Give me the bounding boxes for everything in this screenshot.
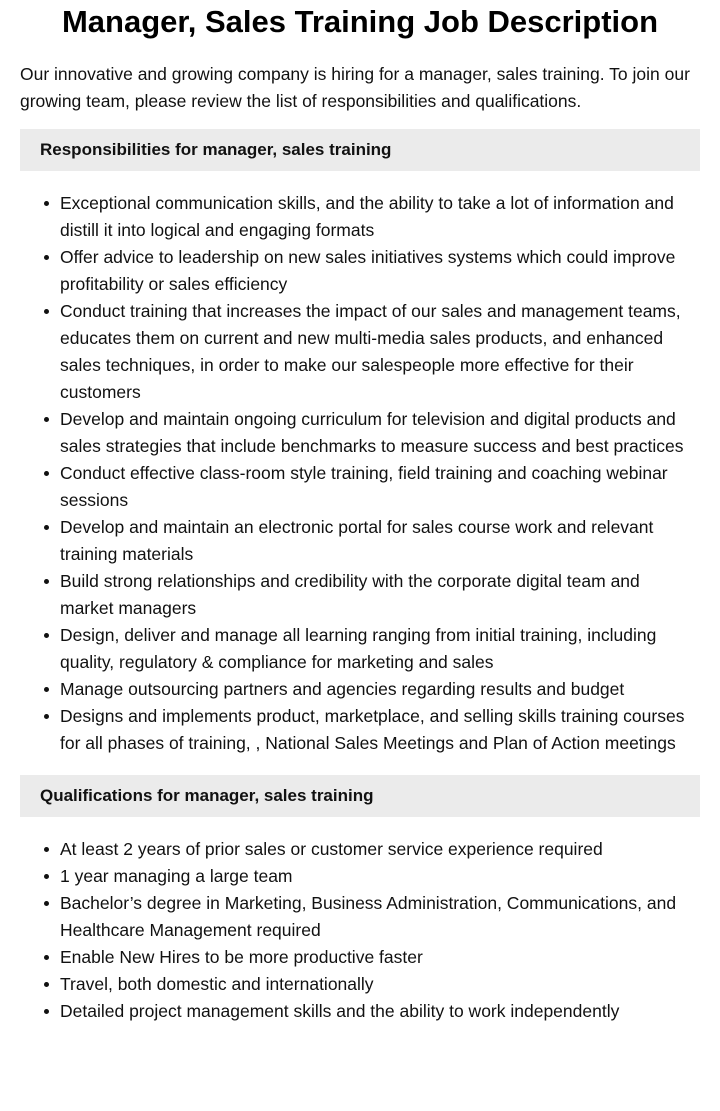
list-item: Bachelor’s degree in Marketing, Business Administration, Communications, and Healthcare Management required bbox=[60, 890, 700, 944]
list-item: Manage outsourcing partners and agencies regarding results and budget bbox=[60, 676, 700, 703]
list-item: Exceptional communication skills, and the ability to take a lot of information and distill it into logical and engaging formats bbox=[60, 190, 700, 244]
list-item: Design, deliver and manage all learning ranging from initial training, including quality, regulatory & compliance for marketing and sales bbox=[60, 622, 700, 676]
intro-paragraph: Our innovative and growing company is hiring for a manager, sales training. To join our growing team, please review the list of responsibilities and qualifications. bbox=[20, 64, 690, 111]
page-title: Manager, Sales Training Job Description bbox=[61, 4, 659, 39]
list-item: Develop and maintain ongoing curriculum for television and digital products and sales strategies that include benchmarks to measure success and best practices bbox=[60, 406, 700, 460]
list-item: Travel, both domestic and internationally bbox=[60, 971, 700, 998]
list-item: Build strong relationships and credibility with the corporate digital team and market managers bbox=[60, 568, 700, 622]
responsibilities-heading: Responsibilities for manager, sales training bbox=[20, 129, 700, 171]
list-item: At least 2 years of prior sales or customer service experience required bbox=[60, 836, 700, 863]
list-item: 1 year managing a large team bbox=[60, 863, 700, 890]
list-item: Conduct effective class-room style training, field training and coaching webinar sessions bbox=[60, 460, 700, 514]
list-item: Offer advice to leadership on new sales initiatives systems which could improve profitability or sales efficiency bbox=[60, 244, 700, 298]
list-item: Develop and maintain an electronic portal for sales course work and relevant training materials bbox=[60, 514, 700, 568]
qualifications-heading: Qualifications for manager, sales training bbox=[20, 775, 700, 817]
responsibilities-list bbox=[20, 190, 700, 757]
qualifications-list bbox=[20, 836, 700, 1025]
list-item: Conduct training that increases the impact of our sales and management teams, educates them on current and new multi-media sales products, and enhanced sales techniques, in order to make our salespeople more effective for their customers bbox=[60, 298, 700, 406]
list-item: Detailed project management skills and the ability to work independently bbox=[60, 998, 700, 1025]
list-item: Designs and implements product, marketplace, and selling skills training courses for all phases of training, , National Sales Meetings and Plan of Action meetings bbox=[60, 703, 700, 757]
list-item: Enable New Hires to be more productive faster bbox=[60, 944, 700, 971]
